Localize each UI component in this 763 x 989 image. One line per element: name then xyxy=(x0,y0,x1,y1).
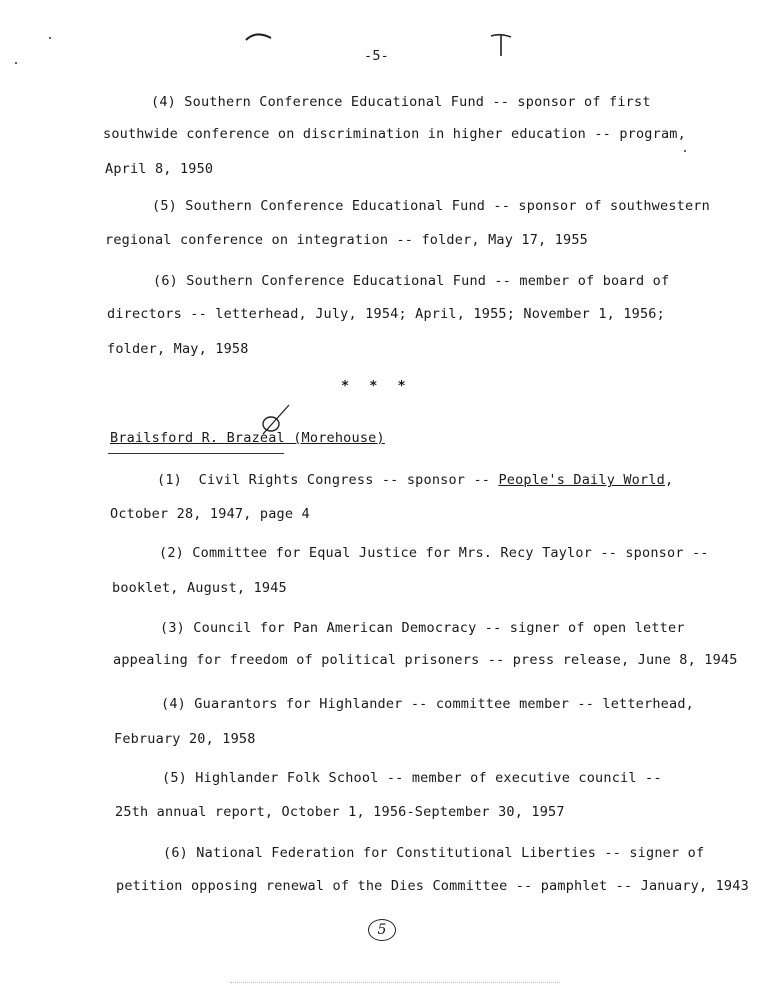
entry-3-line-3: folder, May, 1958 xyxy=(107,341,249,357)
entry-suffix: , xyxy=(665,472,674,488)
person-heading-text: Brailsford R. Brazeal (Morehouse) xyxy=(110,430,385,446)
speck xyxy=(684,150,686,152)
brazeal-entry-2-line-2: booklet, August, 1945 xyxy=(112,580,287,596)
pencil-t-mark xyxy=(488,30,514,58)
brazeal-entry-6-line-1: (6) National Federation for Constitutional Liberties -- signer of xyxy=(163,845,705,861)
entry-3-line-1: (6) Southern Conference Educational Fund -- member of board of xyxy=(153,273,670,289)
person-heading xyxy=(110,430,385,446)
entry-3-line-2: directors -- letterhead, July, 1954; April, 1955; November 1, 1956; xyxy=(107,306,665,322)
brazeal-entry-5-line-2: 25th annual report, October 1, 1956-September 30, 1957 xyxy=(115,804,565,820)
speck xyxy=(49,37,51,39)
brazeal-entry-5-line-1: (5) Highlander Folk School -- member of executive council -- xyxy=(162,770,662,786)
entry-2-line-2: regional conference on integration -- folder, May 17, 1955 xyxy=(105,232,589,248)
brazeal-entry-4-line-2: February 20, 1958 xyxy=(114,731,256,747)
entry-1-line-1: (4) Southern Conference Educational Fund -- sponsor of first xyxy=(151,94,651,110)
scan-noise xyxy=(230,982,560,984)
pencil-arc-mark xyxy=(244,28,274,44)
circled-page-mark xyxy=(368,919,396,941)
brazeal-entry-4-line-1: (4) Guarantors for Highlander -- committee member -- letterhead, xyxy=(161,696,694,712)
brazeal-entry-1-line-1 xyxy=(157,472,673,488)
publication-title: People's Daily World xyxy=(498,472,665,488)
brazeal-entry-3-line-2: appealing for freedom of political prisoners -- press release, June 8, 1945 xyxy=(113,652,738,668)
entry-prefix: (1) Civil Rights Congress -- sponsor -- xyxy=(157,472,499,488)
section-separator: * * * xyxy=(341,378,412,394)
brazeal-entry-3-line-1: (3) Council for Pan American Democracy -- signer of open letter xyxy=(160,620,685,636)
speck xyxy=(15,62,17,64)
brazeal-entry-6-line-2: petition opposing renewal of the Dies Committee -- pamphlet -- January, 1943 xyxy=(116,878,749,894)
page-number: -5- xyxy=(364,48,389,64)
handwritten-check-mark xyxy=(258,402,294,436)
entry-1-line-3: April 8, 1950 xyxy=(105,161,214,177)
heading-rule xyxy=(108,453,284,454)
entry-2-line-1: (5) Southern Conference Educational Fund -- sponsor of southwestern xyxy=(152,198,710,214)
entry-1-line-2: southwide conference on discrimination in higher education -- program, xyxy=(103,126,686,142)
circled-page-number: 5 xyxy=(377,922,387,938)
brazeal-entry-2-line-1: (2) Committee for Equal Justice for Mrs. Recy Taylor -- sponsor -- xyxy=(159,545,709,561)
brazeal-entry-1-line-2: October 28, 1947, page 4 xyxy=(110,506,310,522)
